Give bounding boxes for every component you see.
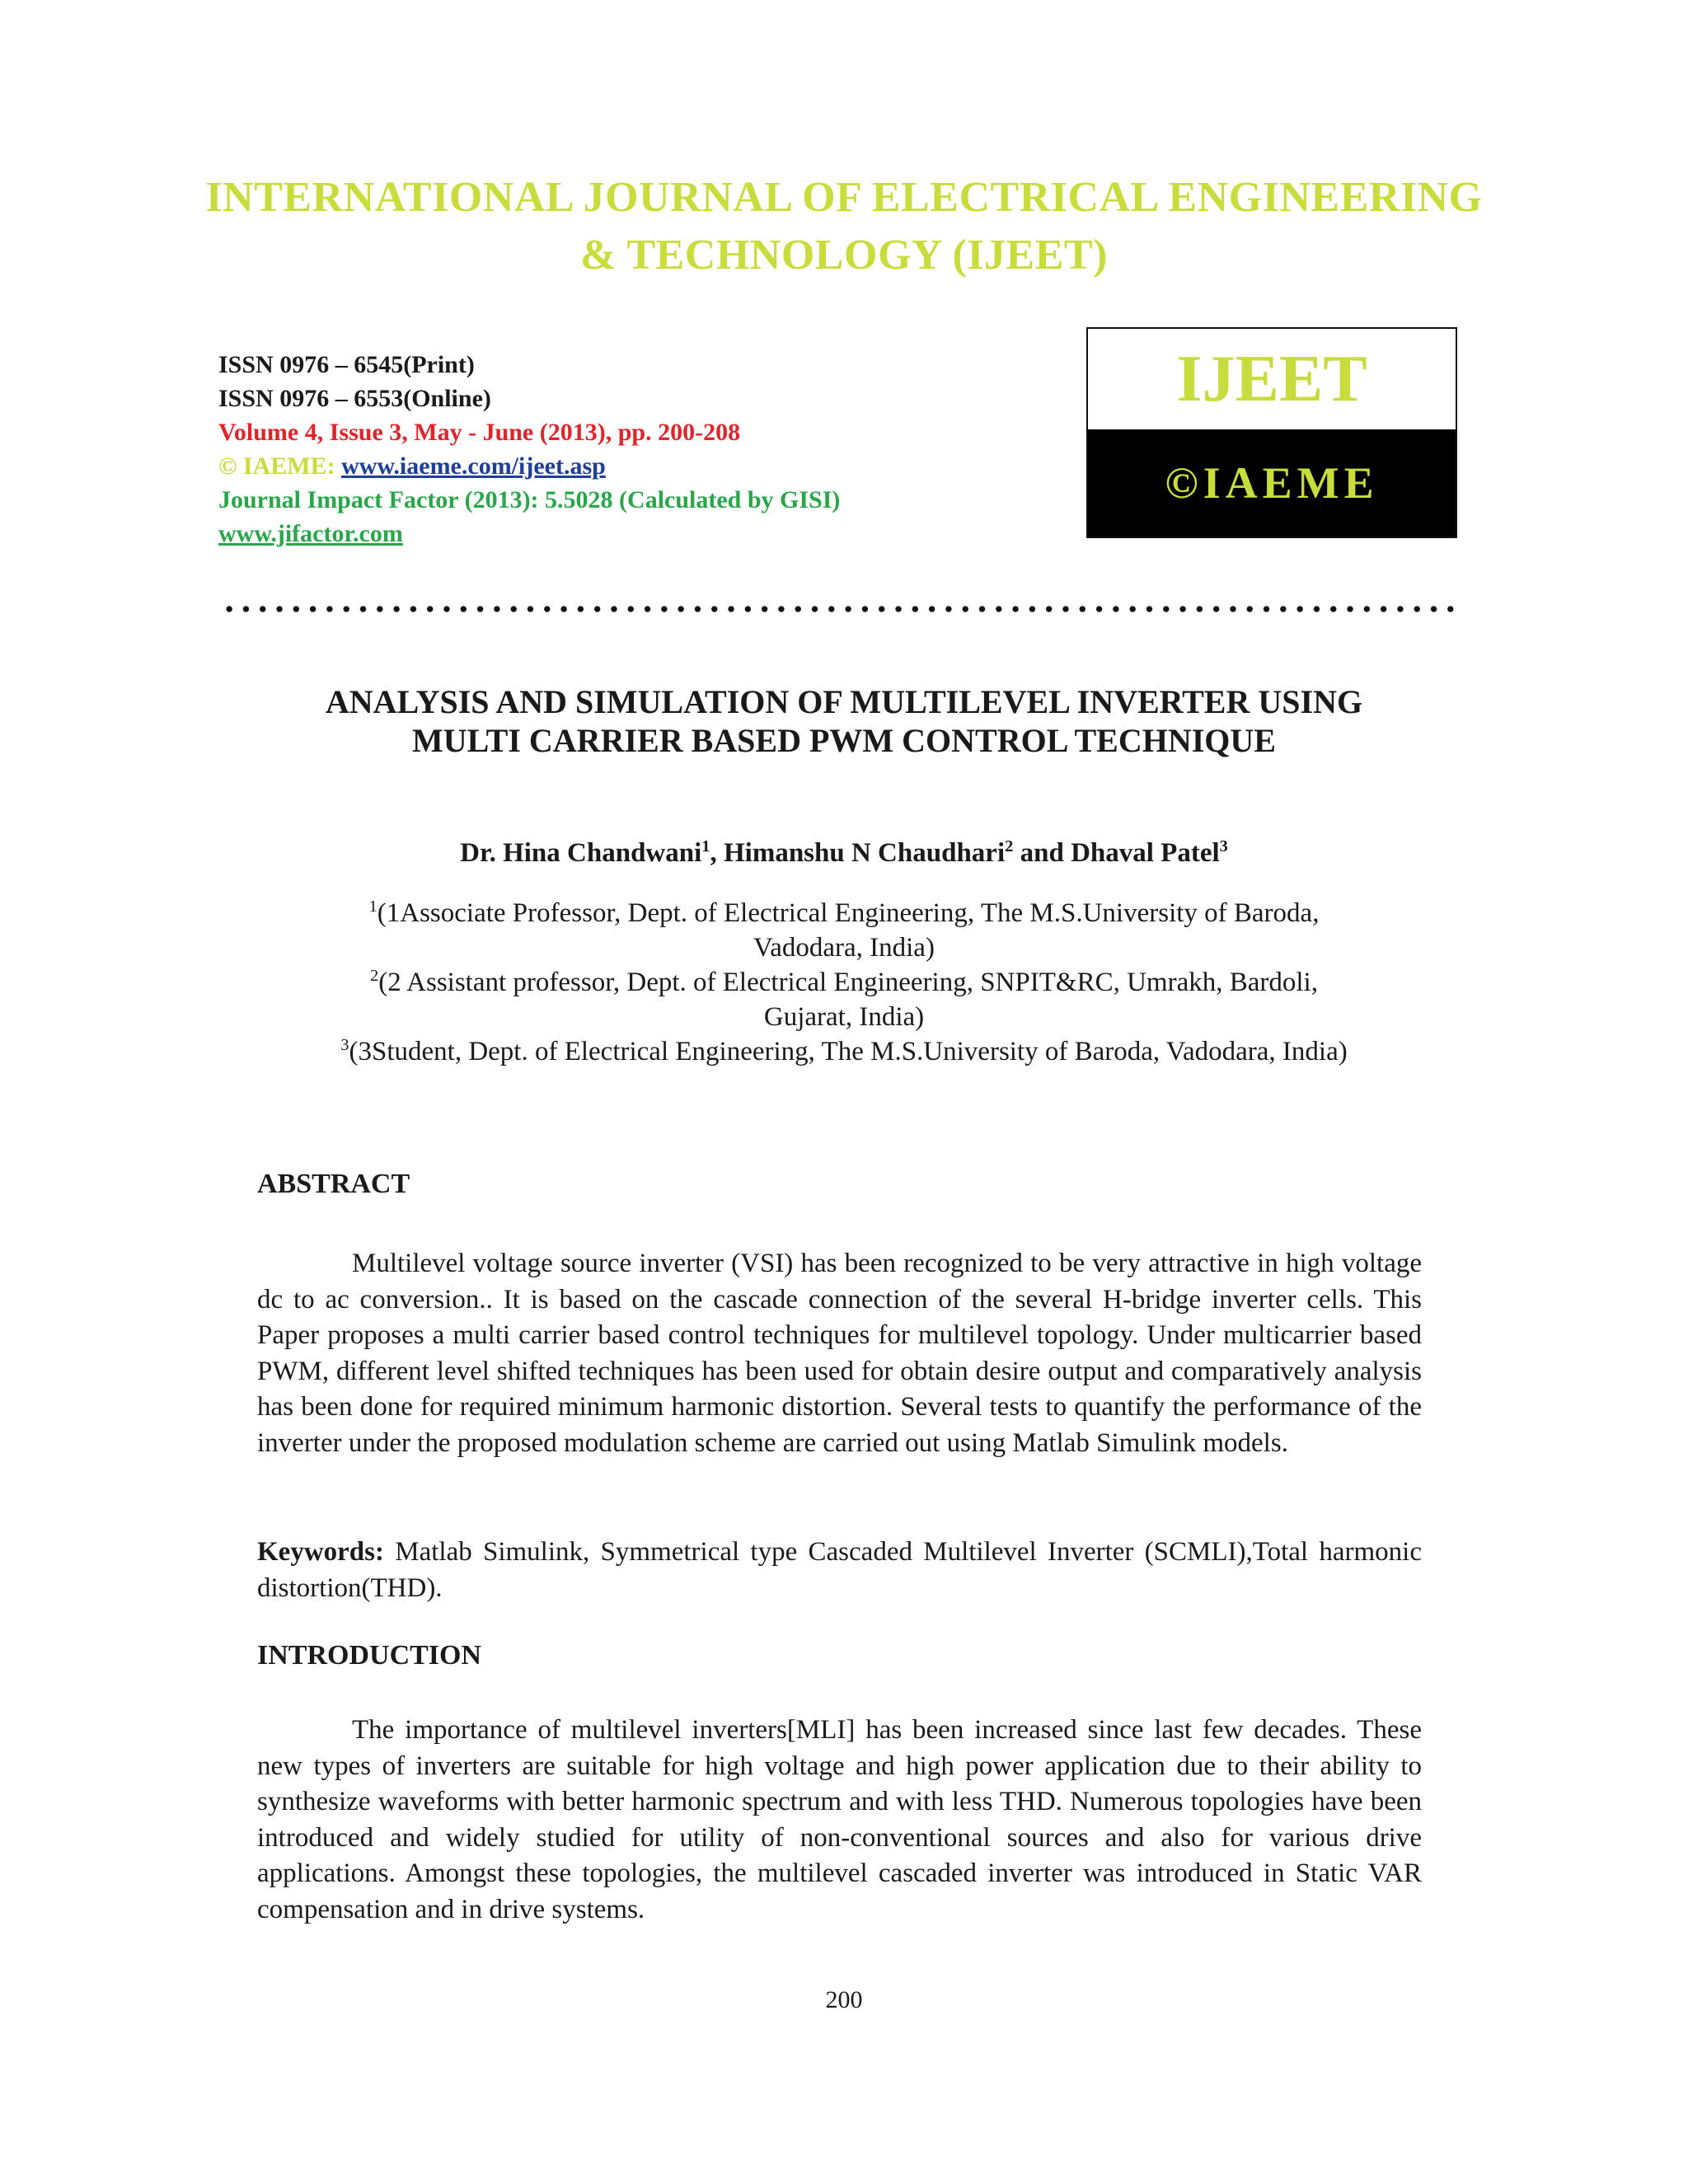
keywords (257, 1535, 1422, 1606)
affiliation-3-text: (3Student, Dept. of Electrical Engineering, The M.S.University of Baroda, Vadodara, India) (349, 1037, 1348, 1066)
paper-title-line1: ANALYSIS AND SIMULATION OF MULTILEVEL INVERTER USING (325, 683, 1363, 720)
author-2-sup: 2 (1005, 837, 1014, 855)
journal-title (0, 169, 1688, 284)
iaeme-label: © IAEME: (218, 452, 342, 480)
introduction-text: The importance of multilevel inverters[MLI] has been increased since last few decades. These new types of inverters are suitable for high voltage and high power application due to their ability to synthesize waveforms with better harmonic spectrum and with less THD. Numerous topologies have been introduced and widely studied for utility of non-conventional sources and also for various drive applications. Amongst these topologies, the multilevel cascaded inverter was introduced in Static VAR compensation and in drive systems. (257, 1715, 1422, 1924)
volume-info: Volume 4, Issue 3, May - June (2013), pp. 200-208 (218, 419, 741, 446)
affiliation-1-text: (1Associate Professor, Dept. of Electrical Engineering, The M.S.University of Baroda, (377, 898, 1320, 928)
author-3: Dhaval Patel (1071, 838, 1220, 868)
journal-title-line2: & TECHNOLOGY (IJEET) (580, 232, 1108, 279)
keywords-label: Keywords: (257, 1537, 384, 1567)
affiliation-2-line2: Gujarat, India) (763, 1002, 925, 1032)
author-separator-1: , (710, 838, 724, 868)
iaeme-link[interactable]: www.iaeme.com/ijeet.asp (341, 452, 606, 480)
logo-journal-name: IJEET (1088, 329, 1456, 429)
abstract-body (257, 1246, 1422, 1462)
affiliations (0, 896, 1688, 1069)
author-separator-2: and (1013, 838, 1071, 868)
keywords-paragraph (257, 1535, 1422, 1606)
journal-meta (218, 348, 840, 551)
author-1-sup: 1 (701, 837, 710, 855)
affiliation-3-sup: 3 (340, 1036, 349, 1054)
introduction-body (257, 1713, 1422, 1929)
affiliation-2-sup: 2 (370, 967, 379, 985)
author-1: Dr. Hina Chandwani (460, 838, 702, 868)
issn-online: ISSN 0976 – 6553(Online) (218, 385, 491, 412)
issn-print: ISSN 0976 – 6545(Print) (218, 351, 475, 378)
affiliation-1-sup: 1 (368, 898, 377, 916)
affiliation-1-line2: Vadodara, India) (753, 933, 935, 963)
author-list (0, 838, 1688, 869)
introduction-heading: INTRODUCTION (257, 1640, 482, 1671)
journal-title-line1: INTERNATIONAL JOURNAL OF ELECTRICAL ENGINEERING (205, 174, 1483, 221)
dotted-divider (221, 606, 1456, 612)
author-3-sup: 3 (1219, 837, 1228, 855)
jifactor-link[interactable]: www.jifactor.com (218, 520, 403, 547)
abstract-text: Multilevel voltage source inverter (VSI) has been recognized to be very attractive in high voltage dc to ac conversion.. It is based on the cascade connection of the several H-bridge inverter cells. This Paper proposes a multi carrier based control techniques for multilevel topology. Under multicarrier based PWM, different level shifted techniques has been used for obtain desire output and comparatively analysis has been done for required minimum harmonic distortion. Several tests to quantify the performance of the inverter under the proposed modulation scheme are carried out using Matlab Simulink models. (257, 1249, 1422, 1458)
affiliation-2-line1 (0, 965, 1688, 1000)
ijeet-logo (1086, 327, 1457, 538)
affiliation-3-line1 (0, 1034, 1688, 1069)
paper-title (0, 682, 1688, 760)
keywords-text: Matlab Simulink, Symmetrical type Cascaded Multilevel Inverter (SCMLI),Total harmonic distortion(THD). (257, 1537, 1422, 1603)
affiliation-2-text: (2 Assistant professor, Dept. of Electrical Engineering, SNPIT&RC, Umrakh, Bardoli, (378, 968, 1318, 997)
author-2: Himanshu N Chaudhari (724, 838, 1006, 868)
affiliation-1-line1 (0, 896, 1688, 930)
impact-factor: Journal Impact Factor (2013): 5.5028 (Calculated by GISI) (218, 486, 841, 513)
paper-title-line2: MULTI CARRIER BASED PWM CONTROL TECHNIQUE (412, 722, 1276, 759)
logo-publisher: ©IAEME (1088, 429, 1456, 537)
abstract-heading: ABSTRACT (257, 1169, 410, 1199)
iaeme-line (218, 449, 840, 483)
page-number: 200 (825, 1986, 863, 2013)
